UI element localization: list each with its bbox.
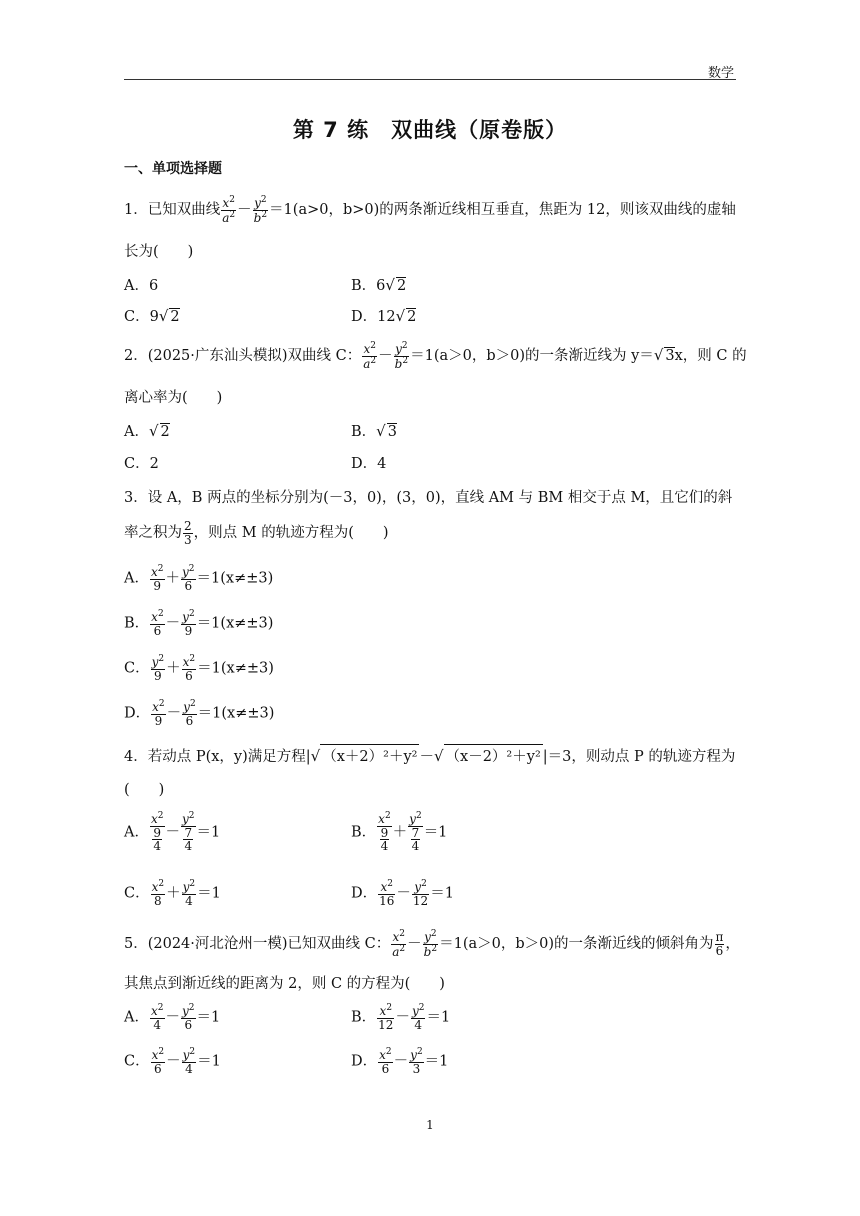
question-1: 1．已知双曲线 $\frac{x^2}{a^2}$ － $\frac{y^2}{b^2}$ ＝1(a>0，b>0)的两条渐近线相互垂直，焦距为 12，则该双曲线的虚轴	[124, 195, 736, 225]
header-subject: 数学	[707, 66, 734, 81]
question-3-cont: 率之积为 $\frac{2}{3}$ ，则点 M 的轨迹方程为( )	[124, 519, 389, 547]
q5-option-d[interactable]: D． $\frac{x^2}{6}$ － $\frac{y^2}{3}$ ＝1	[351, 1047, 449, 1076]
q2-option-b[interactable]: B．√ 3	[351, 422, 397, 440]
question-4: 4．若动点 P(x，y)满足方程|√ （x＋2）²＋y² －√ （x－2）²＋y² |＝3，则动点 P 的轨迹方程为	[124, 744, 735, 766]
q5-option-c[interactable]: C． $\frac{x^2}{6}$ － $\frac{y^2}{4}$ ＝1	[124, 1047, 221, 1076]
q1-option-a[interactable]: A．6	[124, 278, 159, 294]
q4-option-b[interactable]: B． $\frac{x^2}{\frac{9}{4}}$ ＋ $\frac{y^2}{\frac{7}{4}}$ ＝1	[351, 811, 448, 854]
header-rule	[124, 79, 736, 80]
q3-option-c[interactable]: C． $\frac{y^2}{9}$ ＋ $\frac{x^2}{6}$ ＝1(x≠±3)	[124, 654, 274, 683]
q2-option-a[interactable]: A．√ 2	[124, 422, 170, 440]
q1-option-c[interactable]: C．9√ 2	[124, 307, 180, 325]
q1-option-b[interactable]: B．6√ 2	[351, 276, 407, 294]
q3-option-b[interactable]: B． $\frac{x^2}{6}$ － $\frac{y^2}{9}$ ＝1(x≠±3)	[124, 609, 274, 638]
q4-option-c[interactable]: C． $\frac{x^2}{8}$ ＋ $\frac{y^2}{4}$ ＝1	[124, 879, 221, 908]
question-1-cont: 长为( )	[124, 244, 194, 260]
question-5-cont: 其焦点到渐近线的距离为 2，则 C 的方程为( )	[124, 976, 445, 992]
q3-option-d[interactable]: D． $\frac{x^2}{9}$ － $\frac{y^2}{6}$ ＝1(x≠±3)	[124, 699, 275, 728]
q4-option-d[interactable]: D． $\frac{x^2}{16}$ － $\frac{y^2}{12}$ ＝1	[351, 879, 454, 908]
q5-option-a[interactable]: A． $\frac{x^2}{4}$ － $\frac{y^2}{6}$ ＝1	[124, 1003, 221, 1032]
q2-option-c[interactable]: C．2	[124, 456, 159, 472]
question-3: 3．设 A，B 两点的坐标分别为(－3，0)，(3，0)，直线 AM 与 BM 相交于点 M，且它们的斜	[124, 490, 733, 506]
q1-option-d[interactable]: D．12√ 2	[351, 307, 417, 325]
question-4-cont: ( )	[124, 782, 165, 798]
q2-option-d[interactable]: D．4	[351, 456, 387, 472]
page-title: 第 7 练 双曲线（原卷版）	[292, 118, 568, 142]
section-heading: 一、单项选择题	[124, 161, 222, 177]
q5-option-b[interactable]: B． $\frac{x^2}{12}$ － $\frac{y^2}{4}$ ＝1	[351, 1003, 451, 1032]
page-number: 1	[426, 1118, 434, 1132]
question-5: 5．(2024·河北沧州一模)已知双曲线 C： $\frac{x^2}{a^2}$ － $\frac{y^2}{b^2}$ ＝1(a＞0，b＞0)的一条渐近线的倾斜角为 $\frac{\pi}{6}$ ，	[124, 929, 740, 959]
q4-option-a[interactable]: A． $\frac{x^2}{\frac{9}{4}}$ － $\frac{y^2}{\frac{7}{4}}$ ＝1	[124, 811, 221, 854]
question-2: 2．(2025·广东汕头模拟)双曲线 C： $\frac{x^2}{a^2}$ － $\frac{y^2}{b^2}$ ＝1(a＞0，b＞0)的一条渐近线为 y＝√ 3x，则 C 的	[124, 341, 747, 371]
q3-option-a[interactable]: A． $\frac{x^2}{9}$ ＋ $\frac{y^2}{6}$ ＝1(x≠±3)	[124, 564, 274, 593]
question-2-cont: 离心率为( )	[124, 390, 223, 406]
